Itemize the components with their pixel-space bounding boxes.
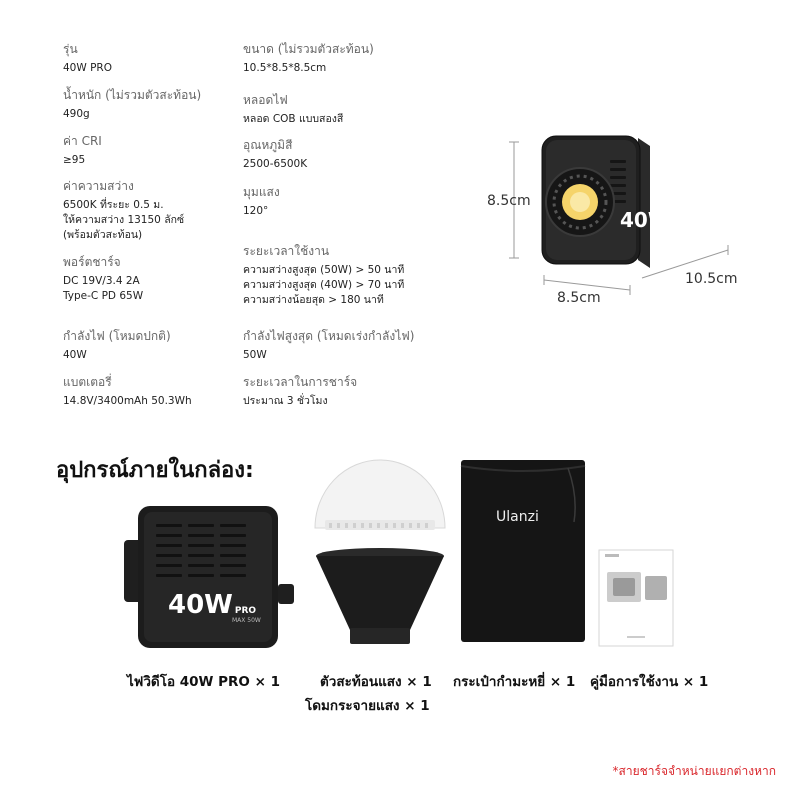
spec-label: หลอดไฟ [243,93,288,107]
spec-label: ค่าความสว่าง [63,179,134,193]
spec-value: 40W [63,349,87,361]
spec-value: ให้ความสว่าง 13150 ลักซ์ [63,214,185,226]
spec-value: ≥95 [63,154,86,166]
spec-color-temp [243,137,307,172]
box-caption-pouch: กระเป๋ากำมะหยี่ × 1 [453,674,576,690]
spec-power-boost [243,328,414,363]
spec-cri [63,133,102,168]
spec-value: Type-C PD 65W [63,290,144,302]
spec-value: ความสว่างสูงสุด (40W) > 70 นาที [243,279,405,291]
spec-label: ระยะเวลาใช้งาน [243,244,330,258]
box-caption-reflector: ตัวสะท้อนแสง × 1 [320,674,432,690]
spec-bulb [243,92,343,127]
dimension-width-label: 8.5cm [557,290,601,306]
spec-label: มุมแสง [243,185,280,199]
spec-value: 50W [243,349,267,361]
spec-charge-time [243,374,357,409]
spec-value: DC 19V/3.4 2A [63,275,140,287]
spec-charging-port [63,254,143,304]
spec-runtime [243,243,404,308]
spec-value: 14.8V/3400mAh 50.3Wh [63,395,192,407]
spec-brightness [63,178,184,243]
box-light-badge-sub: PRO [234,606,257,616]
box-diffuser-reflector-image [305,450,455,650]
spec-value: ความสว่างน้อยสุด > 180 นาที [243,294,384,306]
box-caption-manual: คู่มือการใช้งาน × 1 [590,674,709,690]
spec-value: 10.5*8.5*8.5cm [243,62,327,74]
spec-weight [63,87,201,122]
spec-value: 40W PRO [63,62,112,74]
product-badge-sub: PRO [670,220,690,229]
box-contents-title: อุปกรณ์ภายในกล่อง: [56,458,254,483]
spec-label: แบตเตอรี่ [63,375,112,389]
spec-label: รุ่น [63,42,78,56]
spec-beam-angle [243,184,280,219]
box-caption-light: ไฟวิดีโอ 40W PRO × 1 [127,674,281,690]
box-light-badge-max: MAX 50W [232,617,261,624]
dimension-depth-label: 10.5cm [685,271,738,287]
spec-label: ขนาด (ไม่รวมตัวสะท้อน) [243,42,374,56]
product-badge [620,208,690,232]
spec-label: กำลังไฟ (โหมดปกติ) [63,329,171,343]
spec-label: พอร์ตชาร์จ [63,255,121,269]
spec-label: น้ำหนัก (ไม่รวมตัวสะท้อน) [63,88,202,102]
spec-value: 6500K ที่ระยะ 0.5 ม. [63,199,164,211]
box-pouch-image [458,456,588,646]
pouch-brand-label: Ulanzi [496,509,539,525]
spec-value: 490g [63,108,90,120]
box-light-badge-main: 40W [168,590,233,620]
spec-value: 2500-6500K [243,158,308,170]
box-light-image [120,500,300,650]
spec-size [243,41,374,76]
box-manual-image [597,548,677,648]
charger-note: *สายชาร์จจำหน่ายแยกต่างหาก [612,764,776,778]
spec-label: อุณหภูมิสี [243,138,293,152]
spec-value: หลอด COB แบบสองสี [243,113,344,125]
box-caption-diffuser: โดมกระจายแสง × 1 [305,698,430,714]
spec-value: ความสว่างสูงสุด (50W) > 50 นาที [243,264,405,276]
spec-label: ค่า CRI [63,134,102,148]
spec-model [63,41,112,76]
product-badge-main: 40W [620,208,670,232]
spec-value: 120° [243,205,269,217]
spec-label: กำลังไฟสูงสุด (โหมดเร่งกำลังไฟ) [243,329,415,343]
spec-value: (พร้อมตัวสะท้อน) [63,229,143,241]
spec-battery [63,374,192,409]
box-light-badge [168,590,256,620]
spec-label: ระยะเวลาในการชาร์จ [243,375,358,389]
dimension-height-label: 8.5cm [487,193,531,209]
spec-value: ประมาณ 3 ชั่วโมง [243,395,328,407]
spec-power-normal [63,328,171,363]
